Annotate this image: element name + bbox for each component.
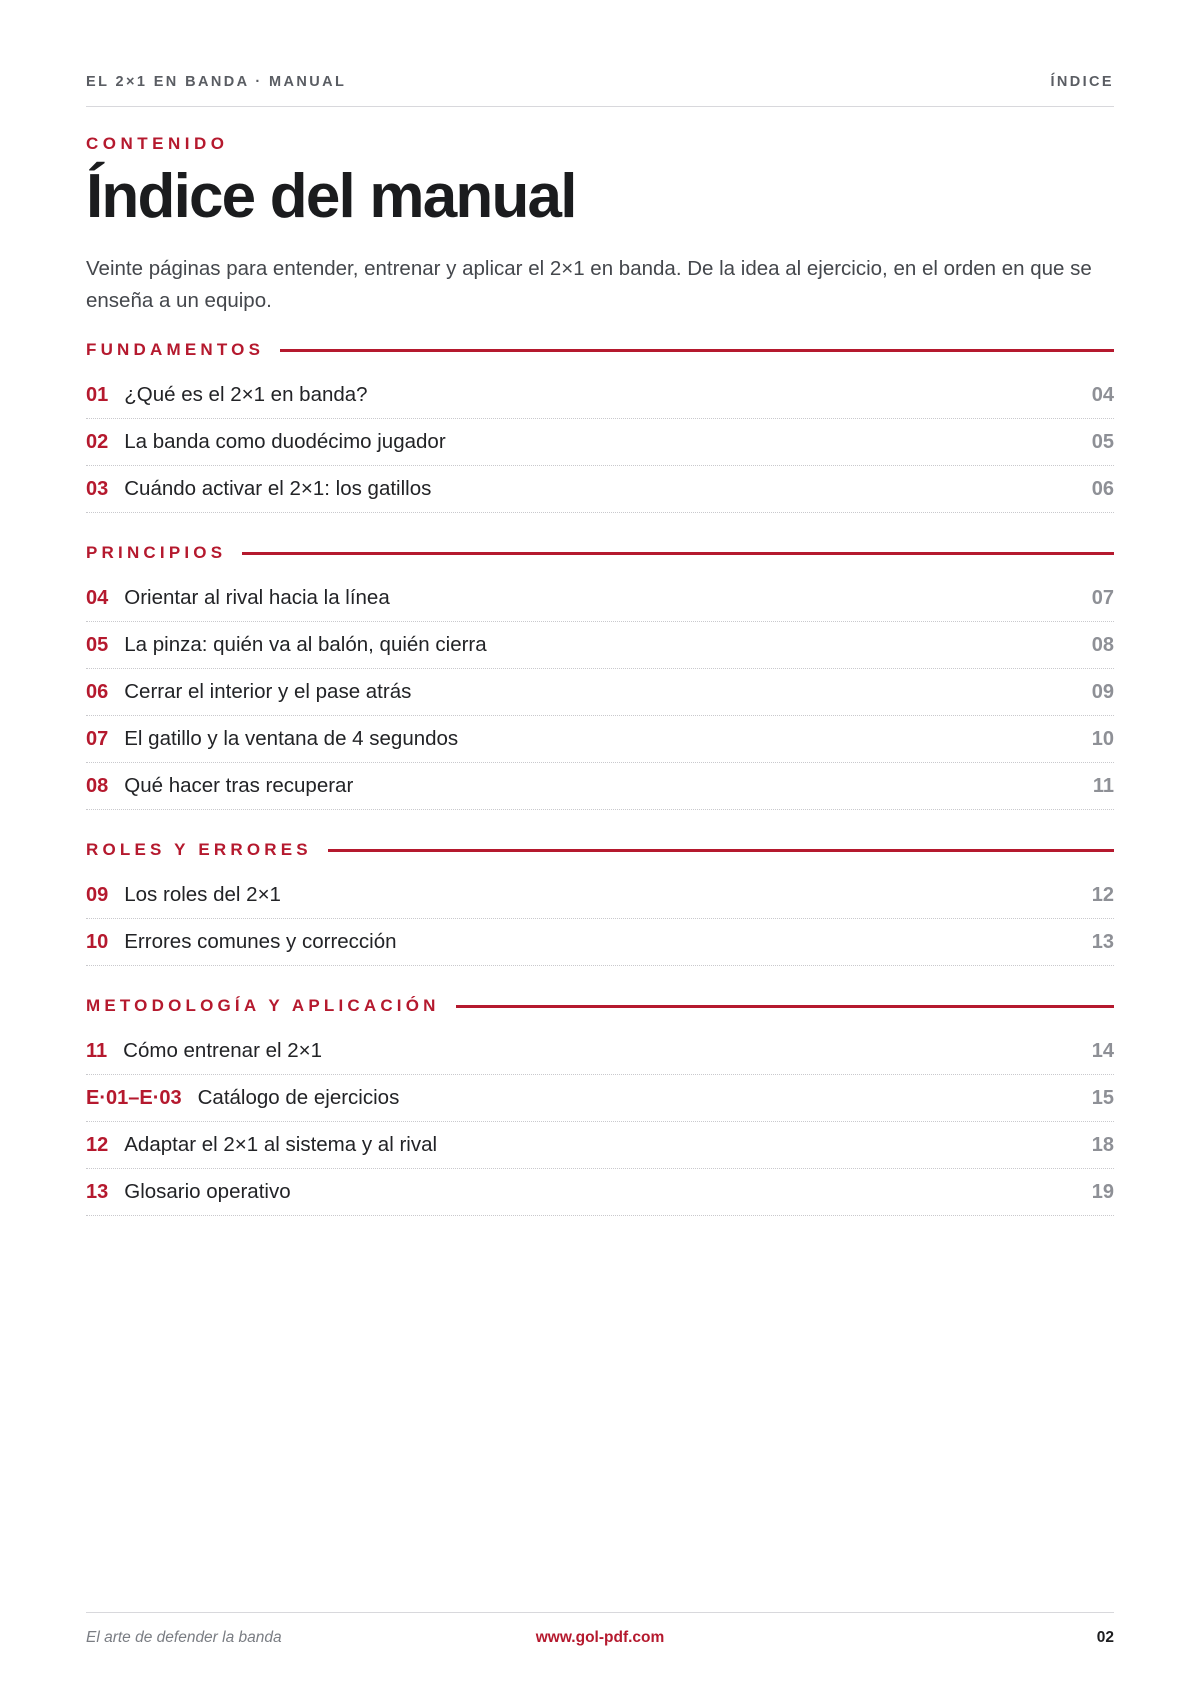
toc-section-label: PRINCIPIOS xyxy=(86,543,227,562)
toc-entry[interactable] xyxy=(86,1169,1114,1216)
toc-entry-title: Catálogo de ejercicios xyxy=(197,1086,400,1109)
toc-entry-page: 10 xyxy=(1091,727,1114,750)
toc-entry[interactable] xyxy=(86,763,1114,810)
toc-section-roles-errores xyxy=(86,830,1114,966)
toc-entry-title: Qué hacer tras recuperar xyxy=(124,774,354,797)
table-of-contents xyxy=(86,330,1114,1216)
toc-entry[interactable] xyxy=(86,1122,1114,1169)
toc-entry-number: 12 xyxy=(86,1133,109,1156)
toc-section-header xyxy=(86,330,1114,370)
toc-section-header xyxy=(86,986,1114,1026)
section-divider xyxy=(242,552,1114,555)
toc-section-header xyxy=(86,830,1114,870)
toc-entry[interactable] xyxy=(86,419,1114,466)
toc-entry[interactable] xyxy=(86,716,1114,763)
toc-entry-number: 01 xyxy=(86,383,109,406)
toc-entry-page: 06 xyxy=(1091,477,1114,500)
toc-entry-page: 14 xyxy=(1091,1039,1114,1062)
toc-entry-title: La pinza: quién va al balón, quién cierra xyxy=(124,633,487,656)
toc-entry-page: 09 xyxy=(1091,680,1114,703)
toc-section-label: FUNDAMENTOS xyxy=(86,340,265,359)
toc-entry[interactable] xyxy=(86,466,1114,513)
footer-website-link[interactable]: www.gol-pdf.com xyxy=(535,1629,665,1646)
toc-entry[interactable] xyxy=(86,622,1114,669)
toc-entry[interactable] xyxy=(86,372,1114,419)
page-title: Índice del manual xyxy=(86,162,576,231)
toc-entry[interactable] xyxy=(86,1028,1114,1075)
toc-entry-number: 13 xyxy=(86,1180,109,1203)
running-header-section: ÍNDICE xyxy=(1050,74,1114,90)
toc-entry-page: 08 xyxy=(1091,633,1114,656)
toc-entry-number: 03 xyxy=(86,477,109,500)
toc-entry-number: 04 xyxy=(86,586,109,609)
toc-entry-number: 08 xyxy=(86,774,109,797)
toc-entry[interactable] xyxy=(86,872,1114,919)
toc-entry-title: La banda como duodécimo jugador xyxy=(124,430,446,453)
toc-entry-title: Orientar al rival hacia la línea xyxy=(124,586,390,609)
toc-section-principios xyxy=(86,533,1114,810)
toc-entry-page: 05 xyxy=(1091,430,1114,453)
toc-section-header xyxy=(86,533,1114,573)
toc-entry-number: 11 xyxy=(86,1039,108,1062)
page-number: 02 xyxy=(1096,1629,1114,1646)
running-header xyxy=(86,74,1114,107)
toc-entry-title: Cómo entrenar el 2×1 xyxy=(123,1039,323,1062)
toc-entry-page: 15 xyxy=(1091,1086,1114,1109)
toc-entry-page: 07 xyxy=(1091,586,1114,609)
toc-entry[interactable] xyxy=(86,919,1114,966)
toc-section-metodologia xyxy=(86,986,1114,1216)
toc-entry-number: 07 xyxy=(86,727,109,750)
toc-entry-number: 02 xyxy=(86,430,109,453)
toc-entry-page: 11 xyxy=(1092,774,1114,797)
toc-section-label: METODOLOGÍA Y APLICACIÓN xyxy=(86,996,440,1015)
document-page xyxy=(86,0,1114,1683)
section-divider xyxy=(280,349,1114,352)
toc-entry-number: 10 xyxy=(86,930,109,953)
toc-section-fundamentos xyxy=(86,330,1114,513)
toc-section-label: ROLES Y ERRORES xyxy=(86,840,312,859)
toc-entry-page: 04 xyxy=(1091,383,1114,406)
page-footer xyxy=(86,1612,1114,1663)
toc-entry-title: ¿Qué es el 2×1 en banda? xyxy=(124,383,368,406)
toc-entry-title: El gatillo y la ventana de 4 segundos xyxy=(124,727,459,750)
section-divider xyxy=(328,849,1114,852)
toc-entry-page: 13 xyxy=(1091,930,1114,953)
toc-entry[interactable] xyxy=(86,1075,1114,1122)
toc-entry[interactable] xyxy=(86,575,1114,622)
toc-entry-title: Errores comunes y corrección xyxy=(124,930,397,953)
toc-entry[interactable] xyxy=(86,669,1114,716)
section-eyebrow: CONTENIDO xyxy=(86,134,229,153)
section-divider xyxy=(456,1005,1114,1008)
toc-entry-number: 09 xyxy=(86,883,109,906)
toc-entry-number: E·01–E·03 xyxy=(86,1086,182,1109)
toc-entry-page: 18 xyxy=(1091,1133,1114,1156)
toc-entry-title: Los roles del 2×1 xyxy=(124,883,281,906)
footer-tagline: El arte de defender la banda xyxy=(86,1629,282,1646)
toc-entry-title: Glosario operativo xyxy=(124,1180,291,1203)
toc-entry-page: 12 xyxy=(1091,883,1114,906)
toc-entry-number: 05 xyxy=(86,633,109,656)
toc-entry-title: Adaptar el 2×1 al sistema y al rival xyxy=(124,1133,438,1156)
intro-paragraph: Veinte páginas para entender, entrenar y aplicar el 2×1 en banda. De la idea al ejercicio, en el orden en que se enseña a un equipo. xyxy=(86,257,1092,312)
toc-entry-number: 06 xyxy=(86,680,109,703)
toc-entry-title: Cuándo activar el 2×1: los gatillos xyxy=(124,477,432,500)
running-header-title: EL 2×1 EN BANDA · MANUAL xyxy=(86,74,347,90)
toc-entry-page: 19 xyxy=(1091,1180,1114,1203)
toc-entry-title: Cerrar el interior y el pase atrás xyxy=(124,680,412,703)
